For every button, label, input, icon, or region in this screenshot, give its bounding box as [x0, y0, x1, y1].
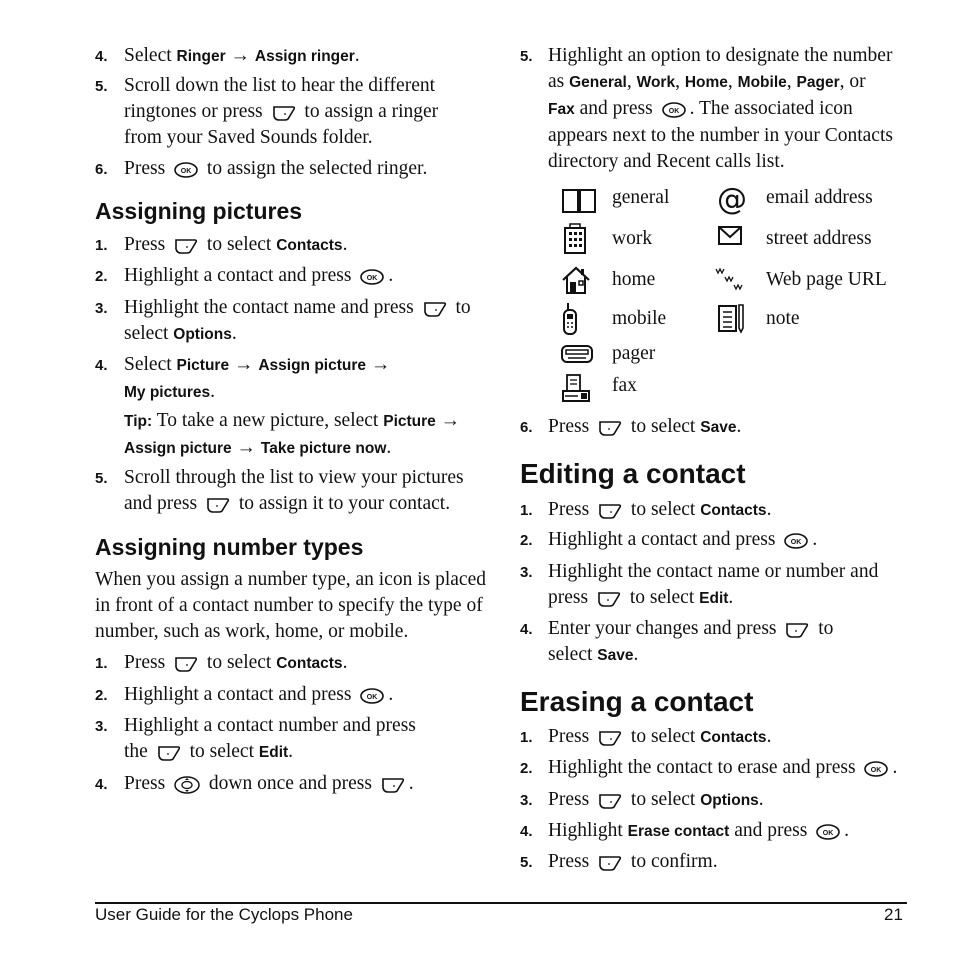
svg-text:@: @ [717, 183, 747, 215]
right-soft-key-icon [597, 728, 623, 748]
ok-key-icon [783, 532, 809, 550]
left-soft-key-icon [784, 620, 810, 640]
nav-key-icon [173, 775, 201, 795]
legend-home: home [612, 269, 656, 290]
ok-key-icon [173, 161, 199, 179]
right-soft-key-icon [597, 791, 623, 811]
ok-key-icon [815, 823, 841, 841]
right-soft-key-icon [380, 775, 406, 795]
legend-work: work [612, 228, 653, 249]
legend-pager: pager [612, 343, 656, 364]
footer-divider [95, 902, 907, 904]
legend-mobile: mobile [612, 308, 667, 329]
legend-note: note [766, 308, 800, 329]
left-soft-key-icon [596, 589, 622, 609]
cell-phone-icon [560, 302, 582, 341]
right-soft-key-icon [173, 236, 199, 256]
footer-title: User Guide for the Cyclops Phone [95, 905, 353, 924]
ok-key-icon [863, 760, 889, 778]
left-soft-key-icon [597, 418, 623, 438]
legend-email: email address [766, 187, 873, 208]
heading-assigning-pictures: Assigning pictures [95, 198, 303, 224]
number-types-paragraph: When you assign a number type, an icon is placed in front of a contact number to specify the type of number, such as work, home, or mobile. [95, 569, 486, 642]
legend-street: street address [766, 228, 872, 249]
right-soft-key-icon [422, 299, 448, 319]
envelope-icon [717, 225, 743, 252]
heading-assigning-number-types: Assigning number types [95, 534, 364, 560]
web-url-icon [714, 264, 748, 299]
legend-fax: fax [612, 375, 637, 396]
page-number: 21 [884, 905, 903, 924]
book-icon [561, 186, 597, 219]
house-icon [560, 264, 592, 301]
left-soft-key-icon [205, 495, 231, 515]
note-icon [717, 302, 745, 339]
right-soft-key-icon [173, 654, 199, 674]
ok-key-icon [359, 687, 385, 705]
legend-general: general [612, 187, 670, 208]
right-soft-key-icon [271, 103, 297, 123]
heading-erasing-contact: Erasing a contact [520, 686, 754, 717]
ok-key-icon [661, 101, 687, 119]
fax-icon [561, 373, 591, 408]
ok-key-icon [359, 268, 385, 286]
building-icon [562, 223, 588, 260]
heading-editing-contact: Editing a contact [520, 458, 746, 489]
left-soft-key-icon [597, 853, 623, 873]
legend-web: Web page URL [766, 269, 887, 290]
left-soft-key-icon [156, 743, 182, 763]
right-soft-key-icon [597, 501, 623, 521]
tip-take-picture: Tip: To take a new picture, select Picture → Assign picture → Take picture now. [124, 410, 461, 458]
at-sign-icon [715, 183, 749, 220]
pager-icon [560, 343, 594, 370]
